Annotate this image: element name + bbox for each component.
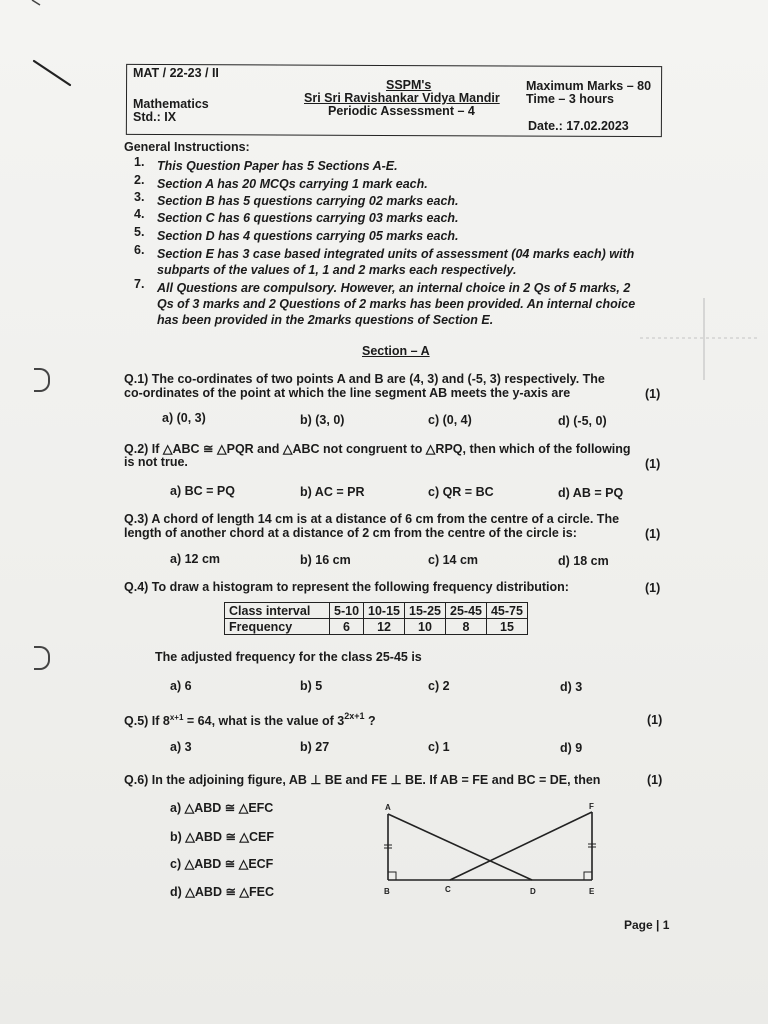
question-2-option-c: c) QR = BC [428, 485, 494, 499]
question-5-option-d: d) 9 [560, 741, 583, 755]
question-1-line-1: Q.1) The co-ordinates of two points A and B are (4, 3) and (-5, 3) respectively. The [124, 372, 605, 386]
standard: Std.: IX [133, 110, 177, 124]
table-cell: 10 [405, 619, 446, 635]
instruction-number: 2. [134, 173, 145, 187]
point-label-c: C [445, 885, 451, 894]
question-4-marks: (1) [645, 581, 661, 595]
question-6-option-c: c) △ABD ≅ △ECF [170, 857, 274, 871]
table-cell: 10-15 [364, 603, 405, 619]
question-4-option-c: c) 2 [428, 679, 450, 693]
table-cell: 25-45 [446, 603, 487, 619]
section-title: Section – A [362, 344, 430, 358]
question-5-text [124, 711, 376, 728]
instruction-text: Section A has 20 MCQs carrying 1 mark each. [157, 177, 428, 191]
question-6-option-b: b) △ABD ≅ △CEF [170, 830, 274, 844]
question-2-line-2: is not true. [124, 455, 188, 469]
question-4-option-a: a) 6 [170, 679, 192, 693]
question-5-option-b: b) 27 [300, 740, 330, 754]
pen-mark [30, 55, 75, 90]
instruction-number: 1. [134, 155, 145, 169]
exam-name: Periodic Assessment – 4 [328, 104, 475, 118]
question-3-option-b: b) 16 cm [300, 553, 351, 567]
question-4-option-b: b) 5 [300, 679, 323, 693]
question-2-option-a: a) BC = PQ [170, 484, 235, 498]
point-label-b: B [384, 887, 390, 896]
instruction-number: 6. [134, 243, 145, 257]
question-5-middle: = 64, what is the value of 3 [183, 714, 345, 728]
table-cell: 45-75 [486, 603, 527, 619]
page-number: Page | 1 [624, 918, 670, 932]
question-6-option-a: a) △ABD ≅ △EFC [170, 801, 274, 815]
instruction-text: All Questions are compulsory. However, an internal choice in 2 Qs of 5 marks, 2 [157, 281, 631, 295]
question-6-line-1: Q.6) In the adjoining figure, AB ⊥ BE and FE ⊥ BE. If AB = FE and BC = DE, then [124, 773, 601, 787]
question-1-line-2: co-ordinates of the point at which the line segment AB meets the y-axis are [124, 386, 571, 400]
question-4-option-d: d) 3 [560, 680, 583, 694]
question-6-marks: (1) [647, 773, 663, 787]
table-row [225, 603, 528, 619]
question-2-marks: (1) [645, 457, 661, 471]
instruction-text: Section E has 3 case based integrated units of assessment (04 marks each) with [157, 247, 635, 261]
table-cell: Class interval [225, 603, 330, 619]
question-4-line-1: Q.4) To draw a histogram to represent the following frequency distribution: [124, 580, 569, 594]
bleed-through-sketch [640, 290, 760, 390]
table-cell: 5-10 [330, 603, 364, 619]
school-name: Sri Sri Ravishankar Vidya Mandir [304, 91, 500, 105]
question-3-line-2: length of another chord at a distance of 2 cm from the centre of the circle is: [124, 526, 577, 540]
table-cell: 6 [330, 619, 364, 635]
question-5-suffix: ? [364, 714, 376, 728]
instruction-text: Section D has 4 questions carrying 05 marks each. [157, 229, 459, 243]
punch-hole-icon [34, 646, 50, 670]
instruction-text: Qs of 3 marks and 2 Questions of 2 marks has been provided. An internal choice [157, 297, 636, 311]
instruction-number: 7. [134, 277, 145, 291]
question-3-option-d: d) 18 cm [558, 554, 609, 568]
question-3-option-c: c) 14 cm [428, 553, 479, 567]
question-3-marks: (1) [645, 527, 661, 541]
segment-fc [450, 812, 592, 880]
question-1-marks: (1) [645, 387, 661, 401]
table-cell: 12 [364, 619, 405, 635]
instruction-number: 3. [134, 190, 145, 204]
instructions-title: General Instructions: [124, 140, 250, 154]
question-5-exponent-2: 2x+1 [344, 711, 365, 721]
question-2-option-d: d) AB = PQ [558, 486, 624, 500]
question-2-line-1: Q.2) If △ABC ≅ △PQR and △ABC not congruent to △RPQ, then which of the following [124, 442, 631, 456]
instruction-text: This Question Paper has 5 Sections A-E. [157, 159, 398, 173]
table-cell: 15 [486, 619, 527, 635]
instruction-text: subparts of the values of 1, 1 and 2 marks each respectively. [157, 263, 517, 277]
punch-hole-icon [34, 368, 50, 392]
table-cell: 15-25 [405, 603, 446, 619]
instruction-number: 5. [134, 225, 145, 239]
question-1-option-b: b) (3, 0) [300, 413, 345, 427]
point-label-f: F [589, 802, 594, 811]
question-5-exponent-1: x+1 [169, 712, 184, 722]
exam-date: Date.: 17.02.2023 [528, 119, 629, 133]
question-4-line-2: The adjusted frequency for the class 25-45 is [155, 650, 422, 664]
question-5-marks: (1) [647, 713, 663, 727]
point-label-d: D [530, 887, 536, 896]
question-1-option-d: d) (-5, 0) [558, 414, 607, 428]
table-cell: Frequency [225, 619, 330, 635]
table-cell: 8 [446, 619, 487, 635]
question-5-option-c: c) 1 [428, 740, 450, 754]
frequency-table [224, 602, 528, 635]
question-1-option-a: a) (0, 3) [162, 411, 206, 425]
organisation: SSPM's [386, 78, 432, 92]
point-label-a: A [385, 803, 391, 812]
instruction-text: has been provided in the 2marks questions of Section E. [157, 313, 494, 327]
question-5-prefix: Q.5) If 8 [124, 714, 170, 728]
instruction-text: Section B has 5 questions carrying 02 marks each. [157, 194, 459, 208]
question-3-option-a: a) 12 cm [170, 552, 221, 566]
time: Time – 3 hours [526, 92, 614, 106]
question-3-line-1: Q.3) A chord of length 14 cm is at a distance of 6 cm from the centre of a circle. The [124, 512, 620, 526]
instruction-number: 4. [134, 207, 145, 221]
question-1-option-c: c) (0, 4) [428, 413, 472, 427]
congruence-figure [376, 800, 606, 905]
question-2-option-b: b) AC = PR [300, 485, 365, 499]
question-6-option-d: d) △ABD ≅ △FEC [170, 885, 274, 899]
pen-mark-top [30, 0, 46, 8]
paper-code: MAT / 22-23 / II [133, 66, 219, 80]
instruction-text: Section C has 6 questions carrying 03 marks each. [157, 211, 459, 225]
question-5-option-a: a) 3 [170, 740, 192, 754]
max-marks: Maximum Marks – 80 [526, 79, 652, 93]
subject: Mathematics [133, 97, 209, 111]
right-angle-e [584, 872, 592, 880]
right-angle-b [388, 872, 396, 880]
table-row [225, 619, 528, 635]
segment-ad [388, 814, 532, 880]
point-label-e: E [589, 887, 595, 896]
